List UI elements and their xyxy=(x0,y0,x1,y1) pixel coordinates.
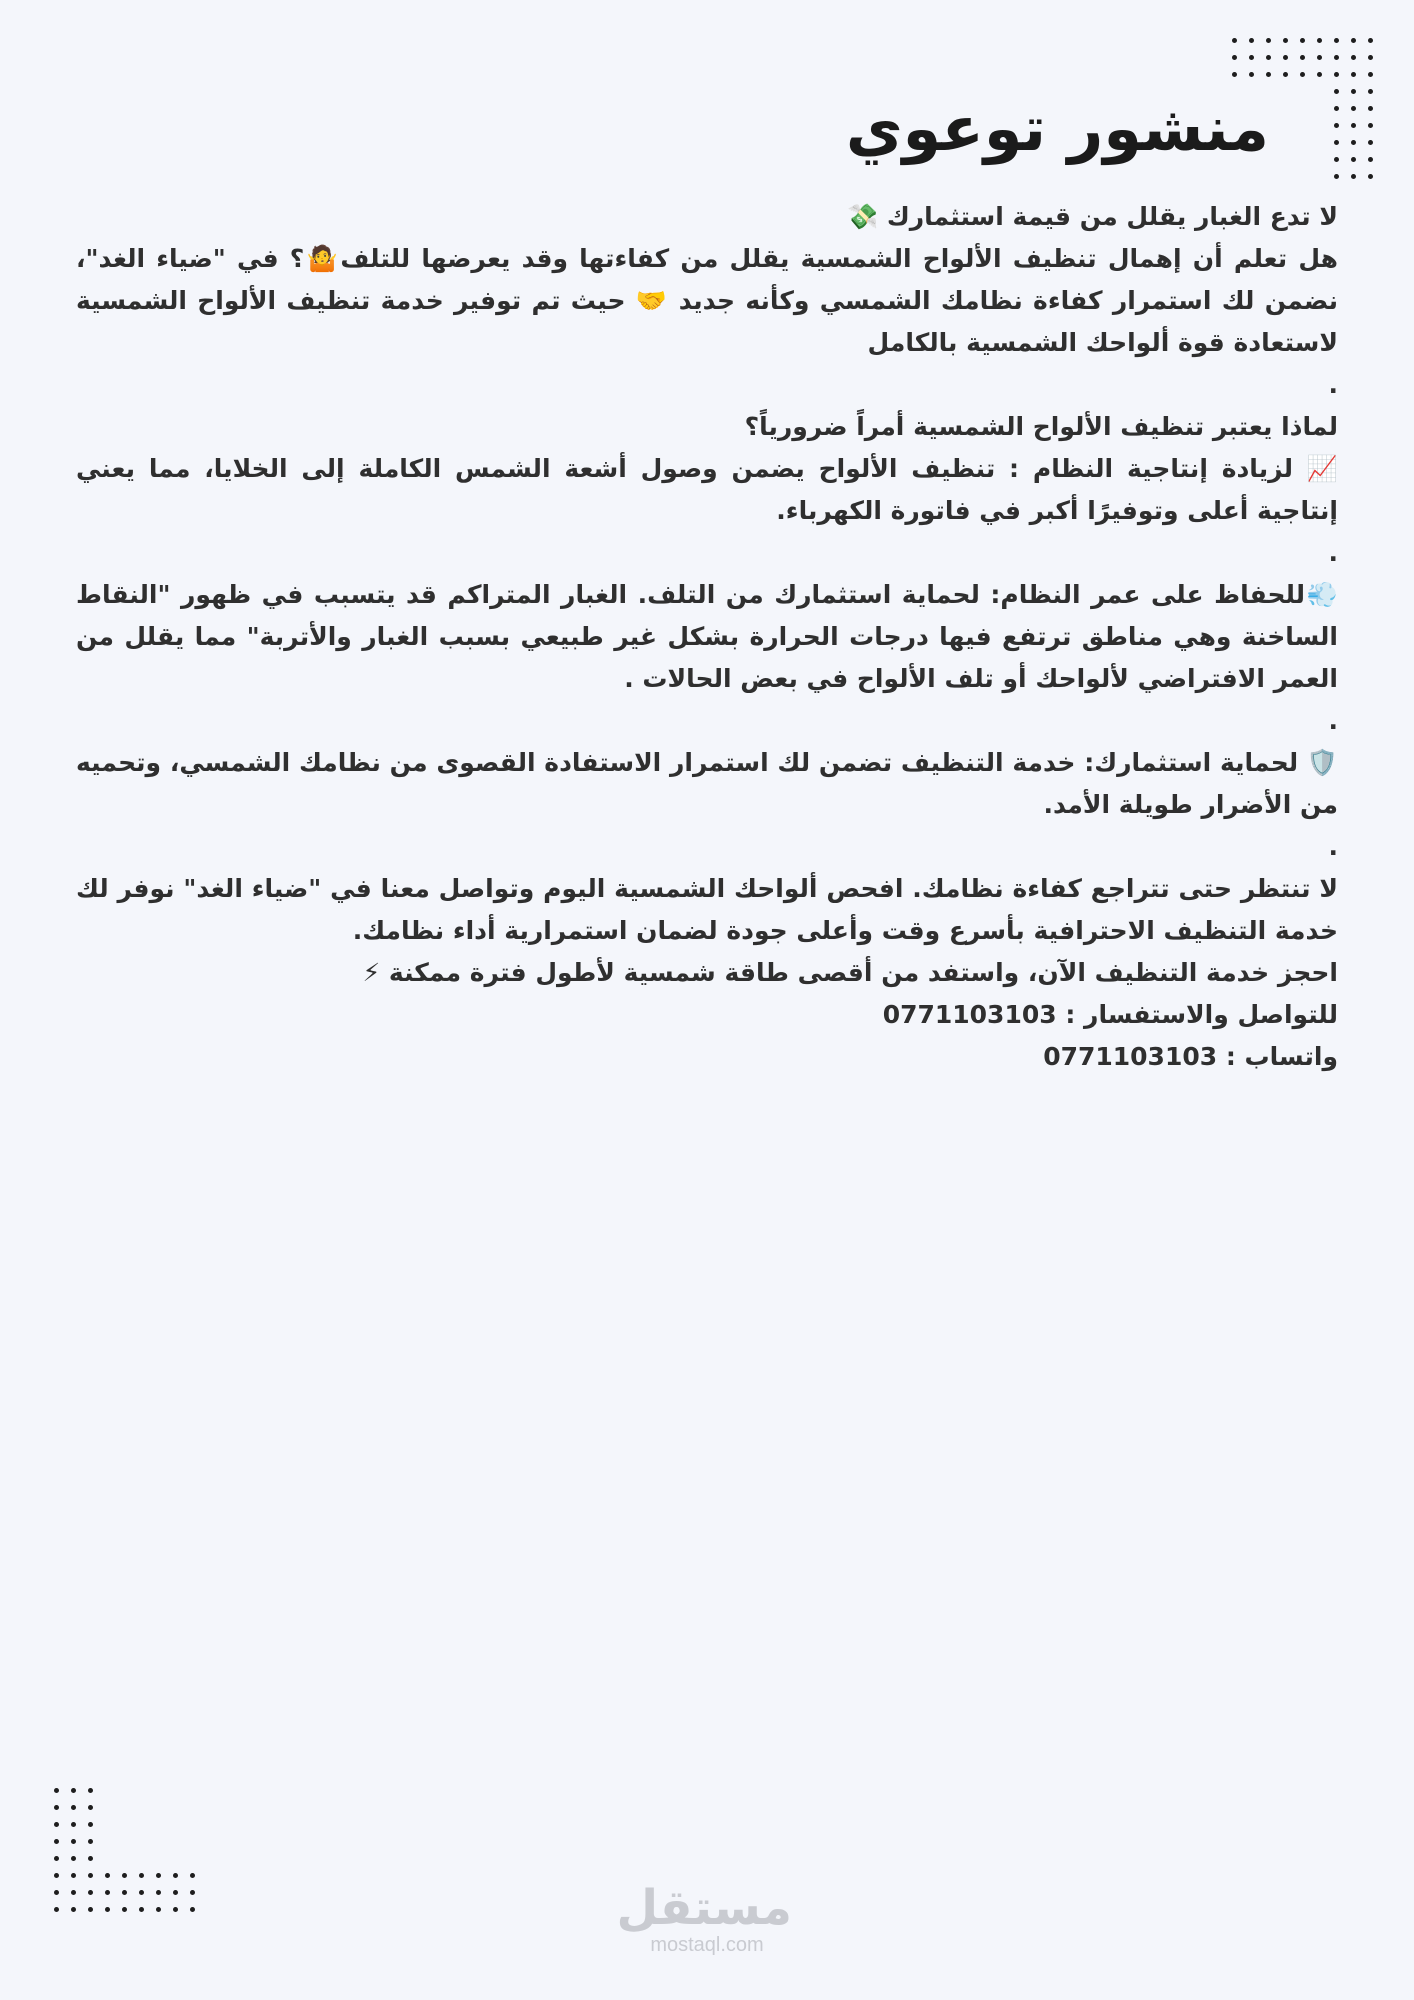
paragraph-book-now: احجز خدمة التنظيف الآن، واستفد من أقصى طاقة شمسية لأطول فترة ممكنة ⚡ xyxy=(362,958,1338,987)
decorative-dot xyxy=(71,1822,76,1827)
decorative-dot xyxy=(71,1873,76,1878)
decorative-dot xyxy=(71,1805,76,1810)
decorative-dot xyxy=(1334,157,1339,162)
decorative-dot xyxy=(1266,38,1271,43)
decorative-dot xyxy=(1283,72,1288,77)
decorative-dot xyxy=(1300,72,1305,77)
decorative-dot xyxy=(54,1873,59,1878)
decorative-dot xyxy=(122,1890,127,1895)
watermark-logo xyxy=(616,1880,792,1956)
paragraph-intro: لا تدع الغبار يقلل من قيمة استثمارك 💸 xyxy=(846,202,1338,231)
decorative-dot xyxy=(71,1890,76,1895)
decorative-dot xyxy=(1300,55,1305,60)
decorative-dot xyxy=(139,1907,144,1912)
decorative-dot xyxy=(71,1839,76,1844)
decorative-dot xyxy=(1334,89,1339,94)
decorative-dot xyxy=(1351,157,1356,162)
decorative-dot xyxy=(1368,157,1373,162)
paragraph-call-to-action: لا تنتظر حتى تتراجع كفاءة نظامك. افحص ألواحك الشمسية اليوم وتواصل معنا في "ضياء الغد" نوفر لك خدمة التنظيف الاحترافية بأسرع وقت وأعلى جودة لضمان استمرارية أداء نظامك. xyxy=(76,874,1338,945)
watermark-latin: mostaql.com xyxy=(650,1934,764,1956)
decorative-dot xyxy=(1368,106,1373,111)
decorative-dot xyxy=(1351,174,1356,179)
decorative-dot xyxy=(1283,55,1288,60)
separator-dot: . xyxy=(1328,706,1338,735)
paragraph-question: هل تعلم أن إهمال تنظيف الألواح الشمسية يقلل من كفاءتها وقد يعرضها للتلف🤷؟ في "ضياء الغد"، نضمن لك استمرار كفاءة نظامك الشمسي وكأنه جديد 🤝 حيث تم توفير خدمة تنظيف الألواح الشمسية لاستعادة قوة ألواحك الشمسية بالكامل xyxy=(76,244,1338,357)
decorative-dot xyxy=(88,1788,93,1793)
decorative-dot xyxy=(1249,72,1254,77)
decorative-dot xyxy=(54,1839,59,1844)
decorative-dot xyxy=(105,1873,110,1878)
decorative-dot xyxy=(173,1907,178,1912)
decorative-dot xyxy=(1351,89,1356,94)
decorative-dot xyxy=(122,1907,127,1912)
decorative-dot xyxy=(1300,38,1305,43)
decorative-dot xyxy=(1368,174,1373,179)
decorative-dot xyxy=(88,1856,93,1861)
decorative-dot xyxy=(173,1873,178,1878)
paragraph-why-heading: لماذا يعتبر تنظيف الألواح الشمسية أمراً ضرورياً؟ xyxy=(744,412,1338,441)
watermark-arabic: مستقل xyxy=(616,1880,792,1936)
decorative-dot xyxy=(1317,38,1322,43)
decorative-dot xyxy=(1317,72,1322,77)
decorative-dot xyxy=(1334,123,1339,128)
decorative-dot xyxy=(156,1890,161,1895)
decorative-dot xyxy=(105,1890,110,1895)
decorative-dot xyxy=(1334,38,1339,43)
page-title: منشور توعوي xyxy=(845,92,1269,165)
decorative-dot xyxy=(54,1890,59,1895)
decorative-dot xyxy=(1351,55,1356,60)
decorative-dot xyxy=(156,1873,161,1878)
decorative-dot xyxy=(1351,123,1356,128)
decorative-dot xyxy=(1283,38,1288,43)
decorative-dot xyxy=(1351,38,1356,43)
separator-dot: . xyxy=(1328,538,1338,567)
decorative-dot xyxy=(122,1873,127,1878)
decorative-dot xyxy=(1351,72,1356,77)
decorative-dot xyxy=(88,1822,93,1827)
contact-whatsapp: واتساب : 0771103103 xyxy=(1043,1042,1338,1071)
paragraph-productivity: 📈 لزيادة إنتاجية النظام : تنظيف الألواح يضمن وصول أشعة الشمس الكاملة إلى الخلايا، مما يعني إنتاجية أعلى وتوفيرًا أكبر في فاتورة الكهرباء. xyxy=(76,454,1338,525)
decorative-dot xyxy=(1368,55,1373,60)
decorative-dot xyxy=(1232,38,1237,43)
post-body xyxy=(76,196,1338,1078)
decorative-dot xyxy=(1249,55,1254,60)
decorative-dot xyxy=(88,1839,93,1844)
decorative-dot xyxy=(156,1907,161,1912)
decorative-dot xyxy=(1351,106,1356,111)
decorative-dot xyxy=(54,1822,59,1827)
decorative-dot xyxy=(105,1907,110,1912)
separator-dot: . xyxy=(1328,370,1338,399)
decorative-dot xyxy=(71,1788,76,1793)
decorative-dot xyxy=(1351,140,1356,145)
decorative-dot xyxy=(1368,72,1373,77)
decorative-dot xyxy=(54,1856,59,1861)
decorative-dot xyxy=(1334,55,1339,60)
decorative-dot xyxy=(1232,55,1237,60)
decorative-dot xyxy=(1368,89,1373,94)
decorative-dot xyxy=(71,1907,76,1912)
decorative-dot xyxy=(139,1873,144,1878)
contact-phone: للتواصل والاستفسار : 0771103103 xyxy=(882,1000,1338,1029)
decorative-dot xyxy=(88,1907,93,1912)
decorative-dot xyxy=(1368,38,1373,43)
decorative-dot xyxy=(54,1907,59,1912)
decorative-dot xyxy=(88,1890,93,1895)
decorative-dot xyxy=(139,1890,144,1895)
decorative-dot xyxy=(190,1873,195,1878)
decorative-dot xyxy=(1334,72,1339,77)
decorative-dot xyxy=(1266,72,1271,77)
decorative-dot xyxy=(1368,123,1373,128)
decorative-dot xyxy=(1317,55,1322,60)
paragraph-lifespan: 💨للحفاظ على عمر النظام: لحماية استثمارك من التلف. الغبار المتراكم قد يتسبب في ظهور "النقاط الساخنة وهي مناطق ترتفع فيها درجات الحرارة بشكل غير طبيعي بسبب الغبار والأتربة" مما يقلل من العمر الافتراضي لألواحك أو تلف الألواح في بعض الحالات . xyxy=(76,580,1338,693)
decorative-dot xyxy=(88,1805,93,1810)
decorative-dot xyxy=(1334,174,1339,179)
decorative-dot xyxy=(71,1856,76,1861)
decorative-dot xyxy=(1249,38,1254,43)
separator-dot: . xyxy=(1328,832,1338,861)
decorative-dot xyxy=(190,1907,195,1912)
decorative-dot xyxy=(1266,55,1271,60)
decorative-dot xyxy=(1368,140,1373,145)
decorative-dot xyxy=(54,1805,59,1810)
decorative-dot xyxy=(173,1890,178,1895)
decorative-dot xyxy=(88,1873,93,1878)
decorative-dot xyxy=(1334,140,1339,145)
decorative-dot xyxy=(190,1890,195,1895)
decorative-dot xyxy=(1232,72,1237,77)
decorative-dot xyxy=(54,1788,59,1793)
paragraph-protection: 🛡️ لحماية استثمارك: خدمة التنظيف تضمن لك استمرار الاستفادة القصوى من نظامك الشمسي، وتحميه من الأضرار طويلة الأمد. xyxy=(76,748,1338,819)
decorative-dot xyxy=(1334,106,1339,111)
